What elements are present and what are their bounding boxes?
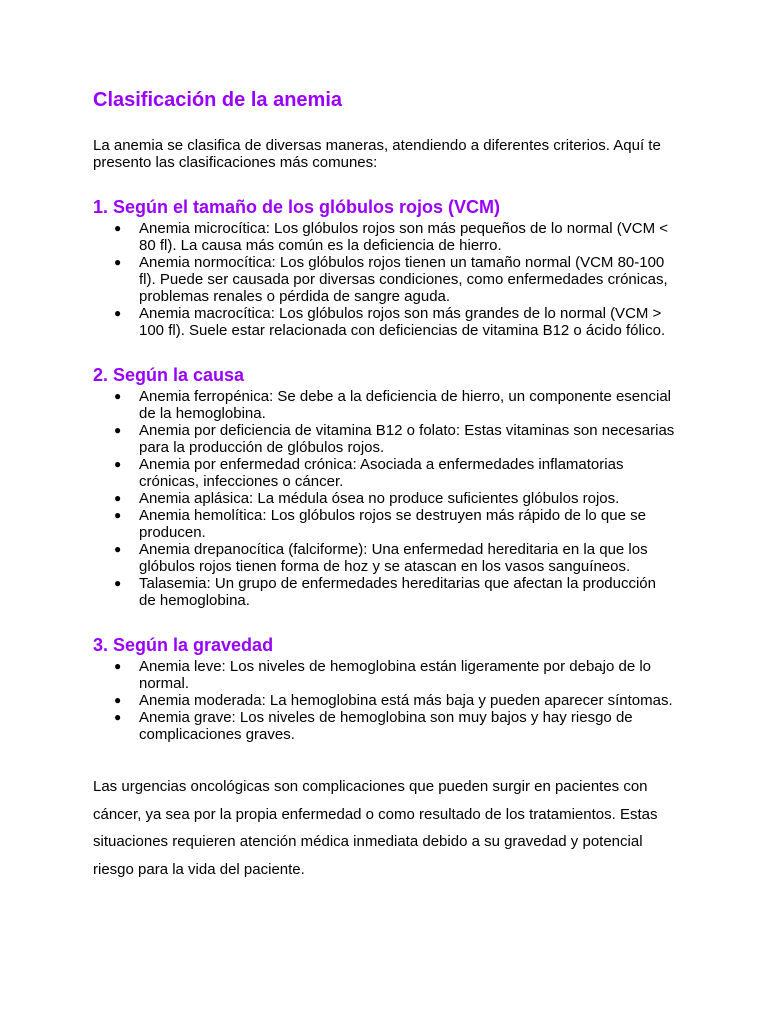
bullet-icon: ● xyxy=(114,423,122,437)
bullet-icon: ● xyxy=(114,255,122,269)
list-item xyxy=(93,490,676,507)
list-item-text: Anemia drepanocítica (falciforme): Una enfermedad hereditaria en la que los glóbulos rojos tienen forma de hoz y se atascan en los vasos sanguíneos. xyxy=(139,541,648,575)
bullet-icon: ● xyxy=(114,659,122,673)
list-item xyxy=(93,692,676,709)
section-heading-size: 1. Según el tamaño de los glóbulos rojos (VCM) xyxy=(93,197,501,217)
list-item-text: Anemia normocítica: Los glóbulos rojos tienen un tamaño normal (VCM 80-100 fl). Puede ser causada por diversas condiciones, como enfermedades crónicas, problemas renales o pérdida de sangre aguda. xyxy=(139,254,668,305)
list-item-text: Anemia macrocítica: Los glóbulos rojos son más grandes de lo normal (VCM > 100 fl). Suele estar relacionada con deficiencias de vitamina B12 o ácido fólico. xyxy=(139,305,666,339)
bullet-icon: ● xyxy=(114,693,122,707)
list-item xyxy=(93,254,676,305)
list-item xyxy=(93,220,676,254)
bullet-list-size xyxy=(93,220,676,339)
list-item xyxy=(93,507,676,541)
bullet-icon: ● xyxy=(114,542,122,556)
list-item-text: Anemia grave: Los niveles de hemoglobina son muy bajos y hay riesgo de complicaciones graves. xyxy=(139,709,633,743)
list-item-text: Anemia aplásica: La médula ósea no produce suficientes glóbulos rojos. xyxy=(139,490,620,507)
list-item xyxy=(93,541,676,575)
list-item xyxy=(93,305,676,339)
bullet-icon: ● xyxy=(114,389,122,403)
bullet-icon: ● xyxy=(114,576,122,590)
list-item-text: Anemia hemolítica: Los glóbulos rojos se destruyen más rápido de lo que se producen. xyxy=(139,507,646,541)
list-item-text: Anemia microcítica: Los glóbulos rojos son más pequeños de lo normal (VCM < 80 fl). La causa más común es la deficiencia de hierro. xyxy=(139,220,668,254)
list-item xyxy=(93,456,676,490)
intro-paragraph: La anemia se clasifica de diversas maneras, atendiendo a diferentes criterios. Aquí te presento las clasificaciones más comunes: xyxy=(93,137,661,171)
bullet-list-cause xyxy=(93,388,676,609)
list-item-text: Talasemia: Un grupo de enfermedades hereditarias que afectan la producción de hemoglobina. xyxy=(139,575,656,609)
bullet-list-severity xyxy=(93,658,676,743)
document-title: Clasificación de la anemia xyxy=(93,89,342,111)
list-item xyxy=(93,575,676,609)
list-item-text: Anemia por enfermedad crónica: Asociada a enfermedades inflamatorias crónicas, infecciones o cáncer. xyxy=(139,456,624,490)
closing-paragraph: Las urgencias oncológicas son complicaciones que pueden surgir en pacientes con cáncer, ya sea por la propia enfermedad o como resultado de los tratamientos. Estas situaciones requieren atención médica inmediata debido a su gravedad y potencial riesgo para la vida del paciente. xyxy=(93,778,658,878)
section-heading-severity: 3. Según la gravedad xyxy=(93,635,274,655)
bullet-icon: ● xyxy=(114,306,122,320)
list-item-text: Anemia leve: Los niveles de hemoglobina están ligeramente por debajo de lo normal. xyxy=(139,658,651,692)
bullet-icon: ● xyxy=(114,710,122,724)
list-item xyxy=(93,658,676,692)
list-item xyxy=(93,709,676,743)
bullet-icon: ● xyxy=(114,457,122,471)
list-item-text: Anemia por deficiencia de vitamina B12 o folato: Estas vitaminas son necesarias para la producción de glóbulos rojos. xyxy=(139,422,675,456)
list-item xyxy=(93,388,676,422)
bullet-icon: ● xyxy=(114,221,122,235)
list-item-text: Anemia ferropénica: Se debe a la deficiencia de hierro, un componente esencial de la hemoglobina. xyxy=(139,388,672,422)
bullet-icon: ● xyxy=(114,491,122,505)
list-item xyxy=(93,422,676,456)
bullet-icon: ● xyxy=(114,508,122,522)
section-heading-cause: 2. Según la causa xyxy=(93,365,245,385)
list-item-text: Anemia moderada: La hemoglobina está más baja y pueden aparecer síntomas. xyxy=(139,692,673,709)
